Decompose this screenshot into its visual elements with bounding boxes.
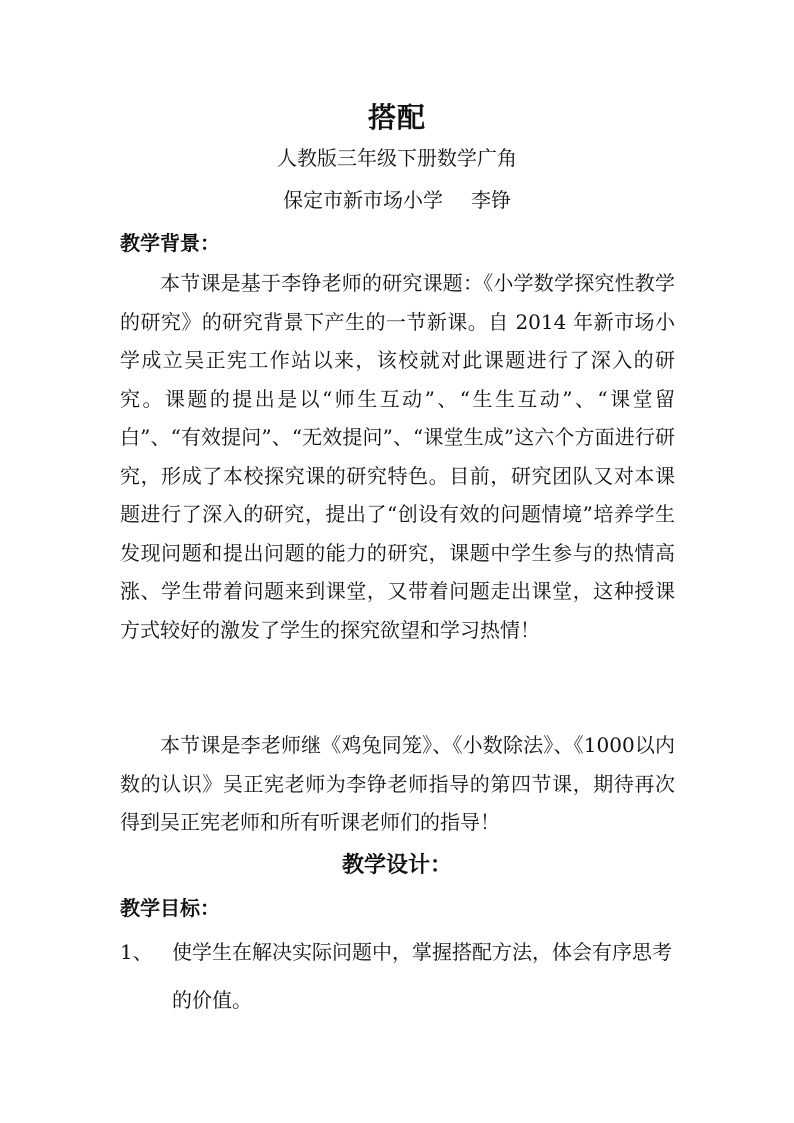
document-title: 搭配 <box>367 101 426 134</box>
goal-item-text: 使学生在解决实际问题中，掌握搭配方法，体会有序思考的价值。 <box>172 940 672 1012</box>
background-paragraph-2: 本节课是李老师继《鸡兔同笼》、《小数除法》、《1000以内数的认识》吴正宪老师为李铮老师指导的第四节课，期待再次得到吴正宪老师和所有听课老师们的指导！ <box>120 733 675 834</box>
background-heading: 教学背景： <box>120 231 220 255</box>
goal-item <box>120 928 675 1024</box>
design-section-title: 教学设计： <box>341 852 452 878</box>
author-line <box>0 186 794 214</box>
school-name: 保定市新市场小学 <box>283 188 443 212</box>
background-paragraph-1: 本节课是基于李铮老师的研究课题：《小学数学探究性教学的研究》的研究背景下产生的一节新课。自 2014 年新市场小学成立吴正宪工作站以来，该校就对此课题进行了深入的研究。课题的提出是以“师生互动”、“生生互动”、“课堂留白”、“有效提问”、“无效提问”、“课堂生成”这六个方面进行研究，形成了本校探究课的研究特色。目前，研究团队又对本课题进行了深入的研究，提出了“创设有效的问题情境”培养学生发现问题和提出问题的能力的研究，课题中学生参与的热情高涨、学生带着问题来到课堂，又带着问题走出课堂，这种授课方式较好的激发了学生的探究欲望和学习热情！ <box>120 271 675 642</box>
document-subtitle: 人教版三年级下册数学广角 <box>277 146 517 170</box>
author-name: 李铮 <box>471 188 511 212</box>
goal-item-number: 1、 <box>120 940 153 964</box>
goals-heading: 教学目标： <box>120 896 220 920</box>
